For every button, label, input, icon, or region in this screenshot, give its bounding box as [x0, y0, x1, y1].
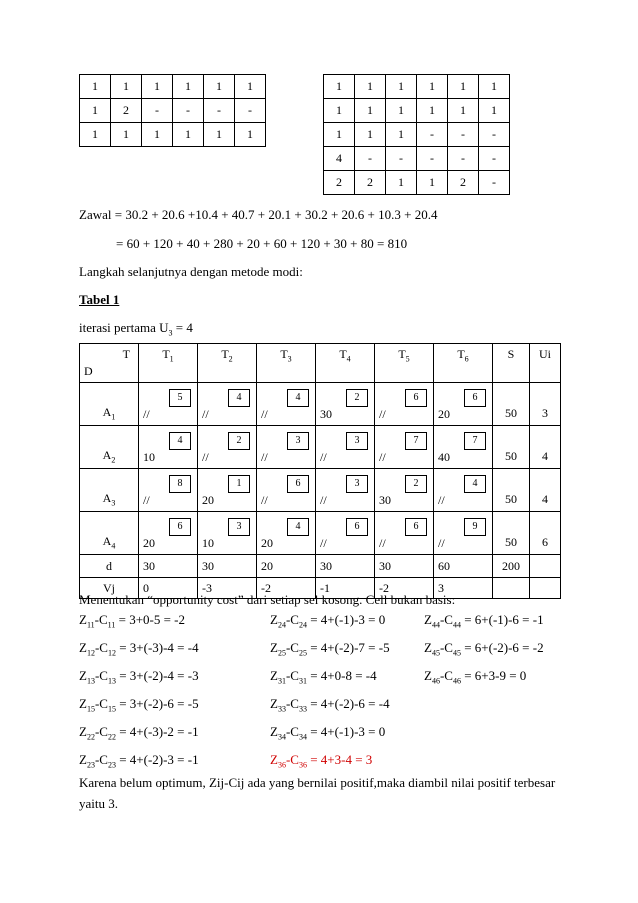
- opportunity-cost-item: $Z_{22}-C_{22} = 4+(-3)-2 = -1$: [79, 724, 199, 742]
- opportunity-cost-item: $Z_{45}-C_{45} = 6+(-2)-6 = -2$: [424, 640, 544, 658]
- cost-box: 6: [287, 475, 309, 493]
- row-label-text: A: [102, 447, 112, 462]
- z-expression: = 4+(-3)-2 = -1: [115, 724, 199, 739]
- small-table-row: [324, 75, 510, 99]
- small-table-cell: 1: [386, 99, 417, 123]
- row-label-text: A: [102, 533, 112, 548]
- small-table-cell: 1: [448, 99, 479, 123]
- supply-value: 50: [493, 469, 530, 512]
- cost-box: 6: [405, 389, 427, 407]
- opportunity-cost-item: $Z_{11}-C_{11} = 3+0-5 = -2$: [79, 612, 186, 630]
- c-index: 36: [298, 760, 307, 770]
- header-column-sub: 3: [287, 354, 292, 364]
- small-table-cell: 1: [142, 75, 173, 99]
- cost-box: 5: [169, 389, 191, 407]
- small-table-cell: 1: [417, 99, 448, 123]
- allocation-value: 10: [143, 450, 155, 464]
- supply-value: 50: [493, 512, 530, 555]
- small-table-cell: -: [479, 147, 510, 171]
- z-expression: = 3+0-5 = -2: [115, 612, 186, 627]
- small-table-cell: 1: [479, 75, 510, 99]
- small-table-cell: -: [448, 123, 479, 147]
- allocation-cell: [257, 512, 316, 555]
- header-column: [198, 344, 257, 383]
- allocation-cell: [316, 469, 375, 512]
- allocation-value: //: [320, 450, 327, 464]
- header-column: [434, 344, 493, 383]
- z-expression: = 4+(-2)-3 = -1: [115, 752, 199, 767]
- cost-box: 6: [169, 518, 191, 536]
- small-table-cell: 1: [235, 75, 266, 99]
- allocation-cell: [434, 426, 493, 469]
- c-index: 12: [107, 648, 116, 658]
- allocation-cell: [375, 426, 434, 469]
- small-table-cell: 2: [111, 99, 142, 123]
- cost-box: 3: [346, 475, 368, 493]
- allocation-cell: [434, 383, 493, 426]
- small-table-cell: 1: [204, 75, 235, 99]
- header-column-label: T: [398, 347, 406, 361]
- table-title: Tabel 1: [79, 292, 120, 307]
- ui-value: 4: [530, 426, 561, 469]
- demand-value: 30: [139, 555, 198, 578]
- header-column: [257, 344, 316, 383]
- c-index: 11: [107, 620, 116, 630]
- z-index: 11: [86, 620, 95, 630]
- ui-value: 6: [530, 512, 561, 555]
- small-table-cell: -: [448, 147, 479, 171]
- header-column: [316, 344, 375, 383]
- header-corner: [80, 344, 139, 383]
- small-table-row: [324, 147, 510, 171]
- header-d: D: [84, 364, 93, 378]
- table-row: [80, 469, 561, 512]
- cost-box: 3: [228, 518, 250, 536]
- c-index: 44: [452, 620, 461, 630]
- allocation-cell: [434, 512, 493, 555]
- small-table-cell: 1: [355, 99, 386, 123]
- row-label-text: A: [102, 404, 112, 419]
- allocation-cell: [434, 469, 493, 512]
- allocation-value: //: [261, 493, 268, 507]
- opportunity-cost-item: $Z_{13}-C_{13} = 3+(-2)-4 = -3$: [79, 668, 199, 686]
- z-expression: = 6+(-1)-6 = -1: [460, 612, 544, 627]
- small-table-cell: 1: [386, 75, 417, 99]
- small-table-cell: 1: [173, 75, 204, 99]
- small-table-cell: 1: [80, 123, 111, 147]
- allocation-value: //: [379, 536, 386, 550]
- c-index: 34: [298, 732, 307, 742]
- allocation-value: 10: [202, 536, 214, 550]
- allocation-cell: [198, 469, 257, 512]
- opportunity-cost-item: $Z_{12}-C_{12} = 3+(-3)-4 = -4$: [79, 640, 199, 658]
- small-table-cell: -: [173, 99, 204, 123]
- demand-value: 60: [434, 555, 493, 578]
- vj-value: -1: [316, 578, 375, 599]
- small-table-row: [80, 123, 266, 147]
- next-step-text: Langkah selanjutnya dengan metode modi:: [79, 264, 303, 279]
- c-index: 24: [298, 620, 307, 630]
- z-index: 13: [86, 676, 95, 686]
- small-table-cell: 4: [324, 147, 355, 171]
- z-index: 44: [431, 620, 440, 630]
- header-column-sub: 4: [346, 354, 351, 364]
- vj-value: -3: [198, 578, 257, 599]
- opportunity-cost-item: $Z_{24}-C_{24} = 4+(-1)-3 = 0$: [270, 612, 386, 630]
- allocation-value: 20: [438, 407, 450, 421]
- small-table-cell: 1: [80, 75, 111, 99]
- allocation-value: //: [143, 493, 150, 507]
- conclusion-line-1: Karena belum optimum, Zij-Cij ada yang bernilai positif,maka diambil nilai positif terbesar: [79, 775, 556, 790]
- z-index: 25: [277, 648, 286, 658]
- small-table-row: [80, 75, 266, 99]
- c-index: 46: [452, 676, 461, 686]
- allocation-cell: [375, 512, 434, 555]
- z-index: 23: [86, 760, 95, 770]
- z-expression: = 4+0-8 = -4: [306, 668, 377, 683]
- row-label-sub: 4: [111, 541, 116, 550]
- allocation-cell: [139, 426, 198, 469]
- opportunity-intro: Menentukan “opportunity cost” dari setiap sel kosong. Cell bukan basis:: [79, 592, 456, 607]
- cost-box: 6: [346, 518, 368, 536]
- allocation-value: 30: [320, 407, 332, 421]
- z-expression: = 3+(-3)-4 = -4: [115, 640, 199, 655]
- small-table-cell: -: [355, 147, 386, 171]
- cost-box: 2: [228, 432, 250, 450]
- header-column-label: T: [162, 347, 170, 361]
- opportunity-cost-item: $Z_{36}-C_{36} = 4+3-4 = 3$: [270, 752, 373, 770]
- small-table-cell: 1: [80, 99, 111, 123]
- header-column-label: T: [339, 347, 347, 361]
- header-column-sub: 6: [464, 354, 469, 364]
- ui-value: 3: [530, 383, 561, 426]
- allocation-cell: [316, 383, 375, 426]
- vj-label: Vj: [80, 578, 139, 599]
- small-table-cell: 1: [111, 123, 142, 147]
- header-column-label: T: [457, 347, 465, 361]
- demand-label: d: [80, 555, 139, 578]
- header-column: [375, 344, 434, 383]
- small-table-cell: -: [142, 99, 173, 123]
- opportunity-cost-item: $Z_{33}-C_{33} = 4+(-2)-6 = -4$: [270, 696, 390, 714]
- z-expression: = 4+(-2)-6 = -4: [306, 696, 390, 711]
- small-table-cell: 1: [386, 171, 417, 195]
- allocation-value: 20: [143, 536, 155, 550]
- c-index: 22: [107, 732, 116, 742]
- empty-cell: [530, 578, 561, 599]
- small-table-cell: 1: [417, 75, 448, 99]
- allocation-cell: [257, 383, 316, 426]
- cost-box: 6: [405, 518, 427, 536]
- small-table-row: [324, 99, 510, 123]
- c-index: 15: [107, 704, 116, 714]
- small-table-cell: -: [479, 123, 510, 147]
- row-label-sub: 3: [111, 498, 116, 507]
- empty-cell: [530, 555, 561, 578]
- cost-box: 2: [346, 389, 368, 407]
- cost-box: 7: [405, 432, 427, 450]
- demand-row: [80, 555, 561, 578]
- allocation-value: //: [202, 450, 209, 464]
- row-label: [80, 426, 139, 469]
- small-table-cell: 1: [204, 123, 235, 147]
- small-table-cell: 1: [324, 123, 355, 147]
- c-index: 13: [107, 676, 116, 686]
- cost-box: 8: [169, 475, 191, 493]
- supply-value: 50: [493, 383, 530, 426]
- cost-box: 6: [464, 389, 486, 407]
- table-header-row: [80, 344, 561, 383]
- cost-box: 2: [405, 475, 427, 493]
- small-table-cell: 1: [386, 123, 417, 147]
- z-index: 46: [431, 676, 440, 686]
- cost-box: 4: [464, 475, 486, 493]
- small-table-cell: 1: [235, 123, 266, 147]
- z-index: 12: [86, 648, 95, 658]
- z-index: 15: [86, 704, 95, 714]
- allocation-value: //: [438, 493, 445, 507]
- opportunity-cost-item: $Z_{23}-C_{23} = 4+(-2)-3 = -1$: [79, 752, 199, 770]
- z-expression: = 3+(-2)-4 = -3: [115, 668, 199, 683]
- small-table-cell: 1: [448, 75, 479, 99]
- demand-value: 30: [316, 555, 375, 578]
- allocation-cell: [375, 383, 434, 426]
- z-expression: = 4+(-1)-3 = 0: [306, 612, 386, 627]
- header-s: S: [493, 344, 530, 383]
- opportunity-cost-item: $Z_{31}-C_{31} = 4+0-8 = -4$: [270, 668, 377, 686]
- allocation-cell: [375, 469, 434, 512]
- allocation-cell: [198, 426, 257, 469]
- small-table-cell: -: [204, 99, 235, 123]
- small-table-row: [324, 171, 510, 195]
- small-table-cell: 1: [479, 99, 510, 123]
- empty-cell: [493, 578, 530, 599]
- row-label: [80, 383, 139, 426]
- demand-value: 20: [257, 555, 316, 578]
- cost-box: 4: [228, 389, 250, 407]
- small-table-cell: -: [235, 99, 266, 123]
- allocation-value: //: [261, 450, 268, 464]
- allocation-cell: [316, 512, 375, 555]
- allocation-value: 40: [438, 450, 450, 464]
- small-table-cell: -: [479, 171, 510, 195]
- small-table-cell: 2: [324, 171, 355, 195]
- opportunity-cost-item: $Z_{46}-C_{46} = 6+3-9 = 0$: [424, 668, 527, 686]
- z-index: 36: [277, 760, 286, 770]
- opportunity-cost-item: $Z_{15}-C_{15} = 3+(-2)-6 = -5$: [79, 696, 199, 714]
- z-expression: = 4+3-4 = 3: [306, 752, 373, 767]
- small-table-cell: 1: [324, 99, 355, 123]
- zawal-line-2: = 60 + 120 + 40 + 280 + 20 + 60 + 120 + 30 + 80 = 810: [116, 236, 408, 251]
- z-expression: = 6+3-9 = 0: [460, 668, 527, 683]
- conclusion-line-2: yaitu 3.: [79, 796, 118, 811]
- header-ui: Ui: [530, 344, 561, 383]
- cost-box: 7: [464, 432, 486, 450]
- allocation-cell: [139, 469, 198, 512]
- cost-box: 1: [228, 475, 250, 493]
- c-index: 23: [107, 760, 116, 770]
- small-table-row: [80, 99, 266, 123]
- small-table-cell: 1: [355, 123, 386, 147]
- cost-box: 3: [346, 432, 368, 450]
- table-row: [80, 383, 561, 426]
- transport-table: [79, 343, 561, 599]
- allocation-value: 20: [261, 536, 273, 550]
- small-table-row: [324, 123, 510, 147]
- allocation-cell: [198, 383, 257, 426]
- demand-total: 200: [493, 555, 530, 578]
- small-table-cell: 1: [173, 123, 204, 147]
- allocation-value: //: [320, 536, 327, 550]
- header-column-sub: 2: [228, 354, 233, 364]
- opportunity-cost-item: $Z_{34}-C_{34} = 4+(-1)-3 = 0$: [270, 724, 386, 742]
- allocation-cell: [198, 512, 257, 555]
- header-column-sub: 1: [169, 354, 174, 364]
- top-left-table: [79, 74, 266, 147]
- small-table-cell: 1: [417, 171, 448, 195]
- cost-box: 4: [287, 389, 309, 407]
- allocation-cell: [257, 426, 316, 469]
- allocation-cell: [316, 426, 375, 469]
- allocation-value: //: [438, 536, 445, 550]
- ui-value: 4: [530, 469, 561, 512]
- z-index: 24: [277, 620, 286, 630]
- z-expression: = 6+(-2)-6 = -2: [460, 640, 544, 655]
- small-table-cell: 1: [142, 123, 173, 147]
- z-index: 33: [277, 704, 286, 714]
- vj-value: -2: [375, 578, 434, 599]
- table-row: [80, 426, 561, 469]
- allocation-value: 20: [202, 493, 214, 507]
- c-index: 45: [452, 648, 461, 658]
- iteration-text: iterasi pertama $U_3 = 4$: [79, 320, 193, 338]
- z-index: 22: [86, 732, 95, 742]
- small-table-cell: 1: [111, 75, 142, 99]
- table-row: [80, 512, 561, 555]
- vj-value: -2: [257, 578, 316, 599]
- z-expression: = 4+(-2)-7 = -5: [306, 640, 390, 655]
- z-index: 31: [277, 676, 286, 686]
- c-index: 25: [298, 648, 307, 658]
- c-index: 31: [298, 676, 307, 686]
- row-label: [80, 469, 139, 512]
- supply-value: 50: [493, 426, 530, 469]
- header-column-label: T: [221, 347, 229, 361]
- z-expression: = 4+(-1)-3 = 0: [306, 724, 386, 739]
- allocation-cell: [139, 512, 198, 555]
- row-label-sub: 2: [111, 455, 116, 464]
- z-expression: = 3+(-2)-6 = -5: [115, 696, 199, 711]
- top-right-table: [323, 74, 510, 195]
- header-column-sub: 5: [405, 354, 410, 364]
- small-table-cell: -: [386, 147, 417, 171]
- header-t: T: [122, 347, 130, 361]
- allocation-value: //: [320, 493, 327, 507]
- small-table-cell: 1: [324, 75, 355, 99]
- small-table-cell: -: [417, 123, 448, 147]
- row-label: [80, 512, 139, 555]
- cost-box: 3: [287, 432, 309, 450]
- row-label-sub: 1: [111, 412, 116, 421]
- allocation-value: //: [379, 450, 386, 464]
- allocation-value: //: [261, 407, 268, 421]
- allocation-cell: [139, 383, 198, 426]
- vj-value: 3: [434, 578, 493, 599]
- cost-box: 9: [464, 518, 486, 536]
- opportunity-cost-item: $Z_{25}-C_{25} = 4+(-2)-7 = -5$: [270, 640, 390, 658]
- row-label-text: A: [102, 490, 112, 505]
- small-table-cell: 2: [448, 171, 479, 195]
- allocation-value: //: [379, 407, 386, 421]
- allocation-cell: [257, 469, 316, 512]
- opportunity-cost-item: $Z_{44}-C_{44} = 6+(-1)-6 = -1$: [424, 612, 544, 630]
- zawal-line-1: Zawal = 30.2 + 20.6 +10.4 + 40.7 + 20.1 + 30.2 + 20.6 + 10.3 + 20.4: [79, 207, 438, 222]
- small-table-cell: 2: [355, 171, 386, 195]
- header-column-label: T: [280, 347, 288, 361]
- c-index: 33: [298, 704, 307, 714]
- cost-box: 4: [169, 432, 191, 450]
- allocation-value: //: [143, 407, 150, 421]
- small-table-cell: -: [417, 147, 448, 171]
- demand-value: 30: [198, 555, 257, 578]
- vj-value: 0: [139, 578, 198, 599]
- z-index: 34: [277, 732, 286, 742]
- cost-box: 4: [287, 518, 309, 536]
- header-column: [139, 344, 198, 383]
- z-index: 45: [431, 648, 440, 658]
- allocation-value: 30: [379, 493, 391, 507]
- small-table-cell: 1: [355, 75, 386, 99]
- demand-value: 30: [375, 555, 434, 578]
- allocation-value: //: [202, 407, 209, 421]
